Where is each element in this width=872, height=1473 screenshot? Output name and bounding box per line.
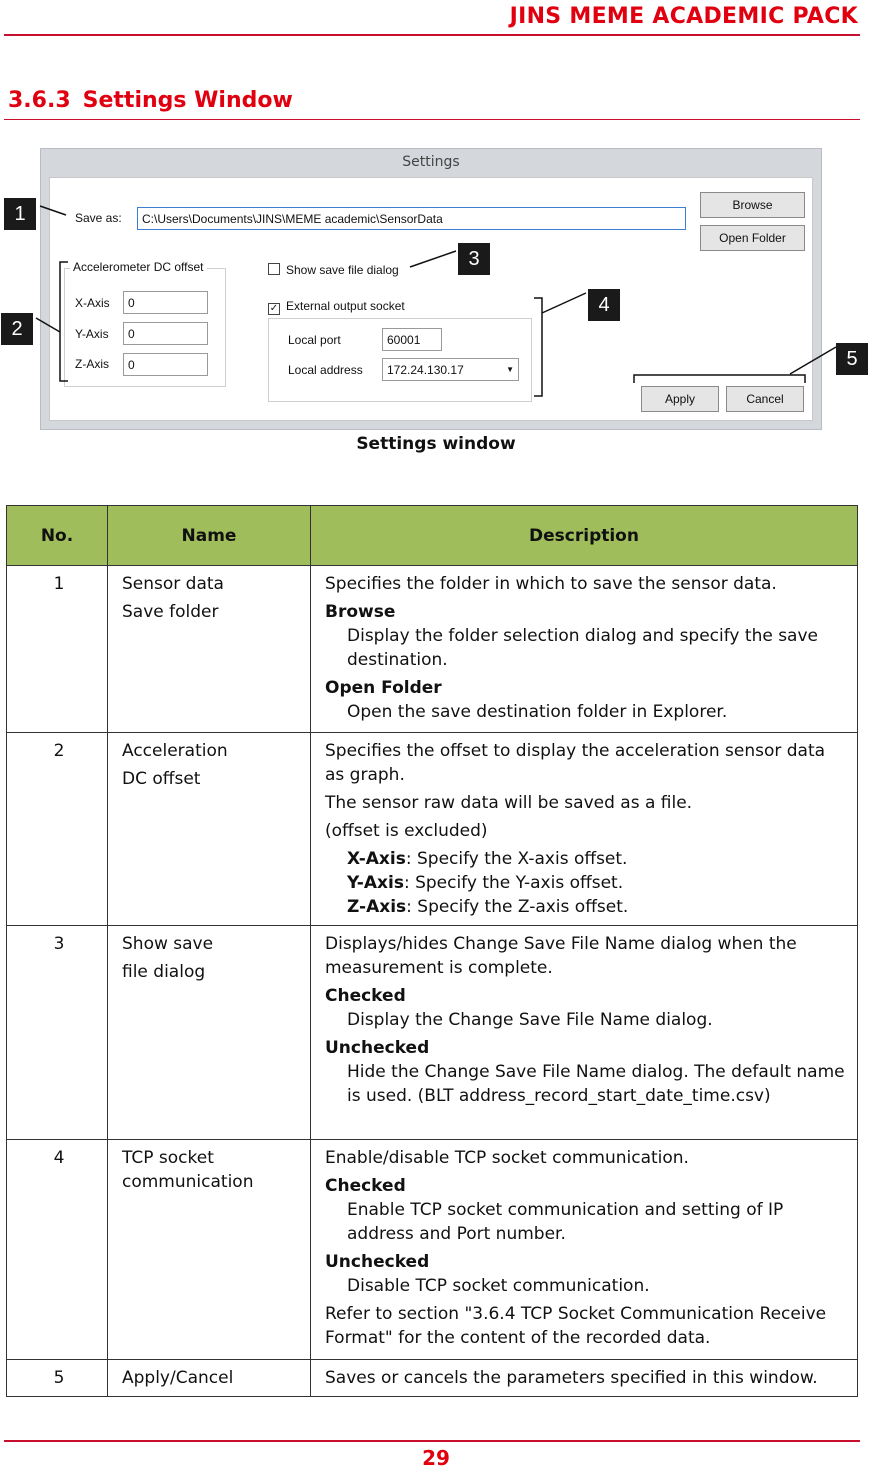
description-text: Displays/hides Change Save File Name dialog when the measurement is complete.	[325, 934, 797, 978]
row-name-line: file dialog	[122, 962, 206, 982]
save-as-label: Save as:	[75, 211, 122, 225]
table-row	[7, 1140, 858, 1360]
axis-line	[325, 847, 847, 871]
row-number: 5	[7, 1360, 108, 1397]
callout-5: 5	[836, 343, 868, 375]
save-as-input[interactable]: C:\Users\Documents\JINS\MEME academic\SensorData	[137, 207, 686, 230]
row-description	[311, 1360, 858, 1397]
footer-divider	[4, 1440, 860, 1442]
callout-1: 1	[4, 198, 36, 230]
x-axis-label: X-Axis	[75, 296, 110, 310]
local-port-input[interactable]: 60001	[382, 328, 442, 351]
window-title: Settings	[402, 154, 460, 170]
callout-lines	[0, 0, 872, 440]
table-header-row	[7, 506, 858, 566]
header-no: No.	[7, 506, 108, 566]
row-number: 1	[7, 566, 108, 733]
row-name	[108, 926, 311, 1140]
axis-line	[325, 895, 847, 919]
row-number: 3	[7, 926, 108, 1140]
table-row	[7, 733, 858, 926]
description-text: Specifies the folder in which to save the sensor data.	[325, 574, 777, 594]
description-item-text: Hide the Change Save File Name dialog. The default name is used. (BLT address_record_start_date_time.csv)	[347, 1062, 845, 1106]
row-name-line: Sensor data	[122, 574, 224, 594]
y-axis-label: Y-Axis	[75, 327, 109, 341]
settings-description-table	[6, 505, 858, 1397]
row-name-line: Show save	[122, 934, 214, 954]
description-item-title: Unchecked	[325, 1038, 430, 1058]
y-axis-input[interactable]: 0	[123, 322, 208, 345]
row-name-line: TCP socket communication	[122, 1148, 254, 1192]
row-name	[108, 1360, 311, 1397]
description-item-title: Browse	[325, 602, 396, 622]
cancel-button[interactable]: Cancel	[726, 386, 804, 412]
page-number: 29	[422, 1446, 450, 1470]
description-item-text: Open the save destination folder in Explorer.	[347, 702, 728, 722]
callout-4: 4	[588, 289, 620, 321]
table-row	[7, 926, 858, 1140]
table-row	[7, 1360, 858, 1397]
document-header-title: JINS MEME ACADEMIC PACK	[509, 4, 858, 29]
description-item-text: Disable TCP socket communication.	[347, 1276, 650, 1296]
section-title: Settings Window	[82, 88, 293, 113]
browse-button[interactable]: Browse	[700, 192, 805, 218]
axis-line	[325, 871, 847, 895]
axis-key: Y-Axis	[347, 873, 404, 893]
description-text: Enable/disable TCP socket communication.	[325, 1148, 689, 1168]
description-text: Saves or cancels the parameters specified in this window.	[325, 1368, 818, 1388]
table-row	[7, 566, 858, 733]
description-item-title: Open Folder	[325, 678, 442, 698]
description-text: Refer to section "3.6.4 TCP Socket Communication Receive Format" for the content of the recorded data.	[325, 1304, 827, 1348]
row-name	[108, 733, 311, 926]
row-description	[311, 566, 858, 733]
axis-text: : Specify the Z-axis offset.	[406, 897, 629, 917]
description-item-title: Unchecked	[325, 1252, 430, 1272]
apply-button[interactable]: Apply	[641, 386, 719, 412]
z-axis-input[interactable]: 0	[123, 353, 208, 376]
open-folder-button[interactable]: Open Folder	[700, 225, 805, 251]
local-port-label: Local port	[288, 333, 341, 347]
row-description	[311, 926, 858, 1140]
callout-3: 3	[458, 243, 490, 275]
figure-caption: Settings window	[356, 434, 516, 454]
description-text: The sensor raw data will be saved as a file.	[325, 793, 693, 813]
row-number: 2	[7, 733, 108, 926]
local-address-value: 172.24.130.17	[387, 363, 464, 377]
axis-key: X-Axis	[347, 849, 406, 869]
description-item-title: Checked	[325, 986, 406, 1006]
x-axis-input[interactable]: 0	[123, 291, 208, 314]
description-text: (offset is excluded)	[325, 821, 488, 841]
z-axis-label: Z-Axis	[75, 357, 109, 371]
row-name	[108, 566, 311, 733]
axis-text: : Specify the Y-axis offset.	[403, 873, 624, 893]
section-number: 3.6.3	[8, 88, 71, 113]
show-save-dialog-label: Show save file dialog	[286, 263, 399, 277]
header-name: Name	[108, 506, 311, 566]
callout-2: 2	[1, 313, 33, 345]
row-name-line: Save folder	[122, 602, 219, 622]
row-number: 4	[7, 1140, 108, 1360]
axis-text: : Specify the X-axis offset.	[405, 849, 628, 869]
local-address-label: Local address	[288, 363, 363, 377]
header-description: Description	[311, 506, 858, 566]
description-item-text: Display the Change Save File Name dialog.	[347, 1010, 713, 1030]
row-name-line: Apply/Cancel	[122, 1368, 234, 1388]
axis-key: Z-Axis	[347, 897, 407, 917]
row-description	[311, 1140, 858, 1360]
description-item-title: Checked	[325, 1176, 406, 1196]
description-text: Specifies the offset to display the acceleration sensor data as graph.	[325, 741, 826, 785]
external-socket-label: External output socket	[286, 299, 405, 313]
row-name-line: Acceleration	[122, 741, 228, 761]
description-item-text: Enable TCP socket communication and setting of IP address and Port number.	[347, 1200, 784, 1244]
row-name-line: DC offset	[122, 769, 201, 789]
checkbox-checked-icon: ✓	[269, 303, 279, 314]
description-item-text: Display the folder selection dialog and specify the save destination.	[347, 626, 818, 670]
row-name	[108, 1140, 311, 1360]
accelerometer-group-label: Accelerometer DC offset	[70, 260, 207, 274]
row-description	[311, 733, 858, 926]
dropdown-arrow-icon: ▼	[506, 365, 514, 374]
